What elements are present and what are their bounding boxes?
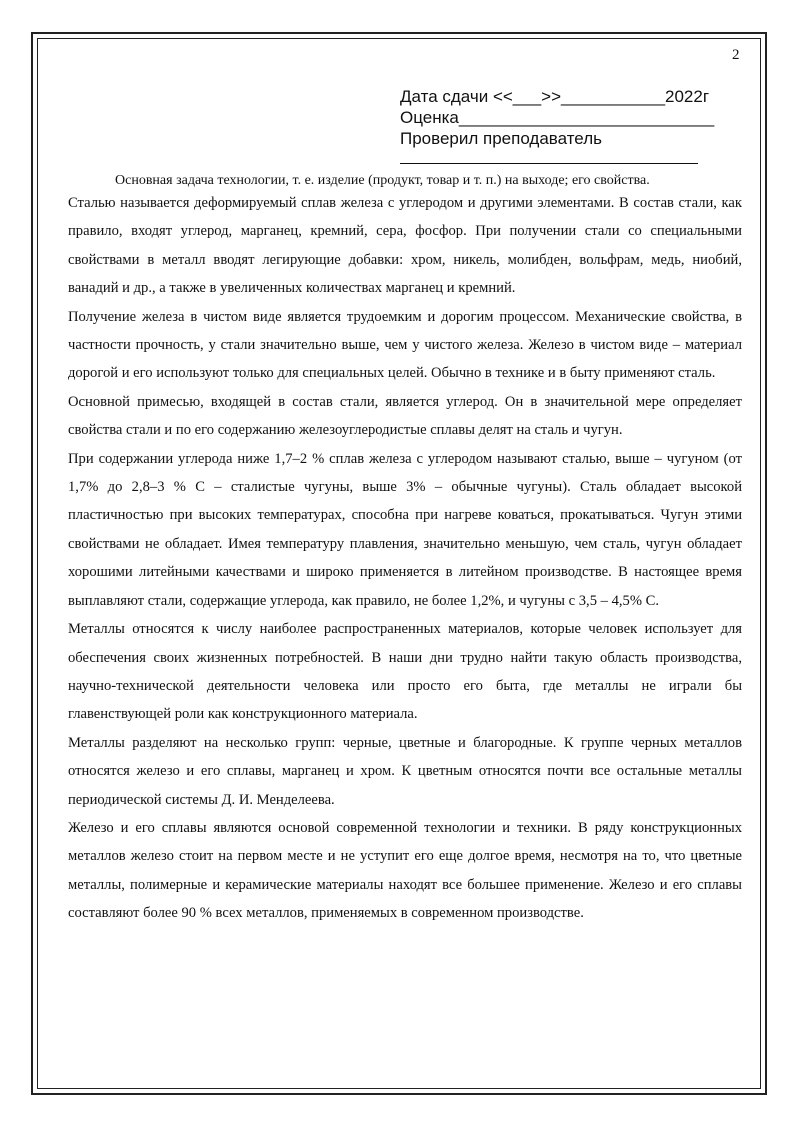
paragraph: Получение железа в чистом виде является трудоемким и дорогим процессом. Механические свойства, в частности прочность, у стали значительно выше, чем у чистого железа. Железо в чистом виде – материал дорогой и его используют только для специальных целей. Обычно в технике и в быту применяют сталь.: [68, 308, 742, 382]
submission-header: [400, 86, 714, 164]
paragraph: Сталью называется деформируемый сплав железа с углеродом и другими элементами. В состав стали, как правило, входят углерод, марганец, кремний, сера, фосфор. При получении стали со специальными свойствами в металл вводят легирующие добавки: хром, никель, молибден, вольфрам, медь, ниобий, ванадий и др., а также в увеличенных количествах марганец и кремний.: [68, 195, 742, 297]
signature-rule: [400, 149, 698, 164]
grade-line: Оценка___________________________: [400, 108, 715, 127]
paragraph: При содержании углерода ниже 1,7–2 % сплав железа с углеродом называют сталью, выше – чугуном (от 1,7% до 2,8–3 % С – сталистые чугуны, выше 3% – обычные чугуны). Сталь обладает высокой пластичностью при высоких температурах, способна при нагреве коваться, прокатываться. Чугун этими свойствами не обладает. Имея температуру плавления, значительно меньшую, чем сталь, чугун обладает хорошими литейными качествами и широко применяется в литейном производстве. В настоящее время выплавляют стали, содержащие углерода, как правило, не более 1,2%, и чугуны с 3,5 – 4,5% С.: [68, 450, 742, 609]
document-body: [68, 189, 742, 928]
submission-date-line: Дата сдачи <<___>>___________2022г: [400, 87, 710, 106]
checked-by-line: Проверил преподаватель: [400, 129, 602, 148]
paragraph: Металлы относятся к числу наиболее распространенных материалов, которые человек использует для обеспечения своих жизненных потребностей. В наши дни трудно найти такую область производства, научно-технической деятельности человека или просто его быта, где металлы не играли бы главенствующей роли как конструкционного материала.: [68, 621, 742, 723]
intro-line: Основная задача технологии, т. е. изделие (продукт, товар и т. п.) на выходе; его свойства.: [115, 173, 650, 188]
paragraph: Металлы разделяют на несколько групп: черные, цветные и благородные. К группе черных металлов относятся железо и его сплавы, марганец и хром. К цветным относятся почти все остальные металлы периодической системы Д. И. Менделеева.: [68, 734, 742, 808]
page-number: 2: [732, 47, 740, 63]
paragraph: Основной примесью, входящей в состав стали, является углерод. Он в значительной мере определяет свойства стали и по его содержанию железоуглеродистые сплавы делят на сталь и чугун.: [68, 393, 742, 439]
paragraph: Железо и его сплавы являются основой современной технологии и техники. В ряду конструкционных металлов железо стоит на первом месте и не уступит его еще долгое время, несмотря на то, что цветные металлы, полимерные и керамические материалы находят все большее применение. Железо и его сплавы составляют более 90 % всех металлов, применяемых в современном производстве.: [68, 819, 742, 922]
